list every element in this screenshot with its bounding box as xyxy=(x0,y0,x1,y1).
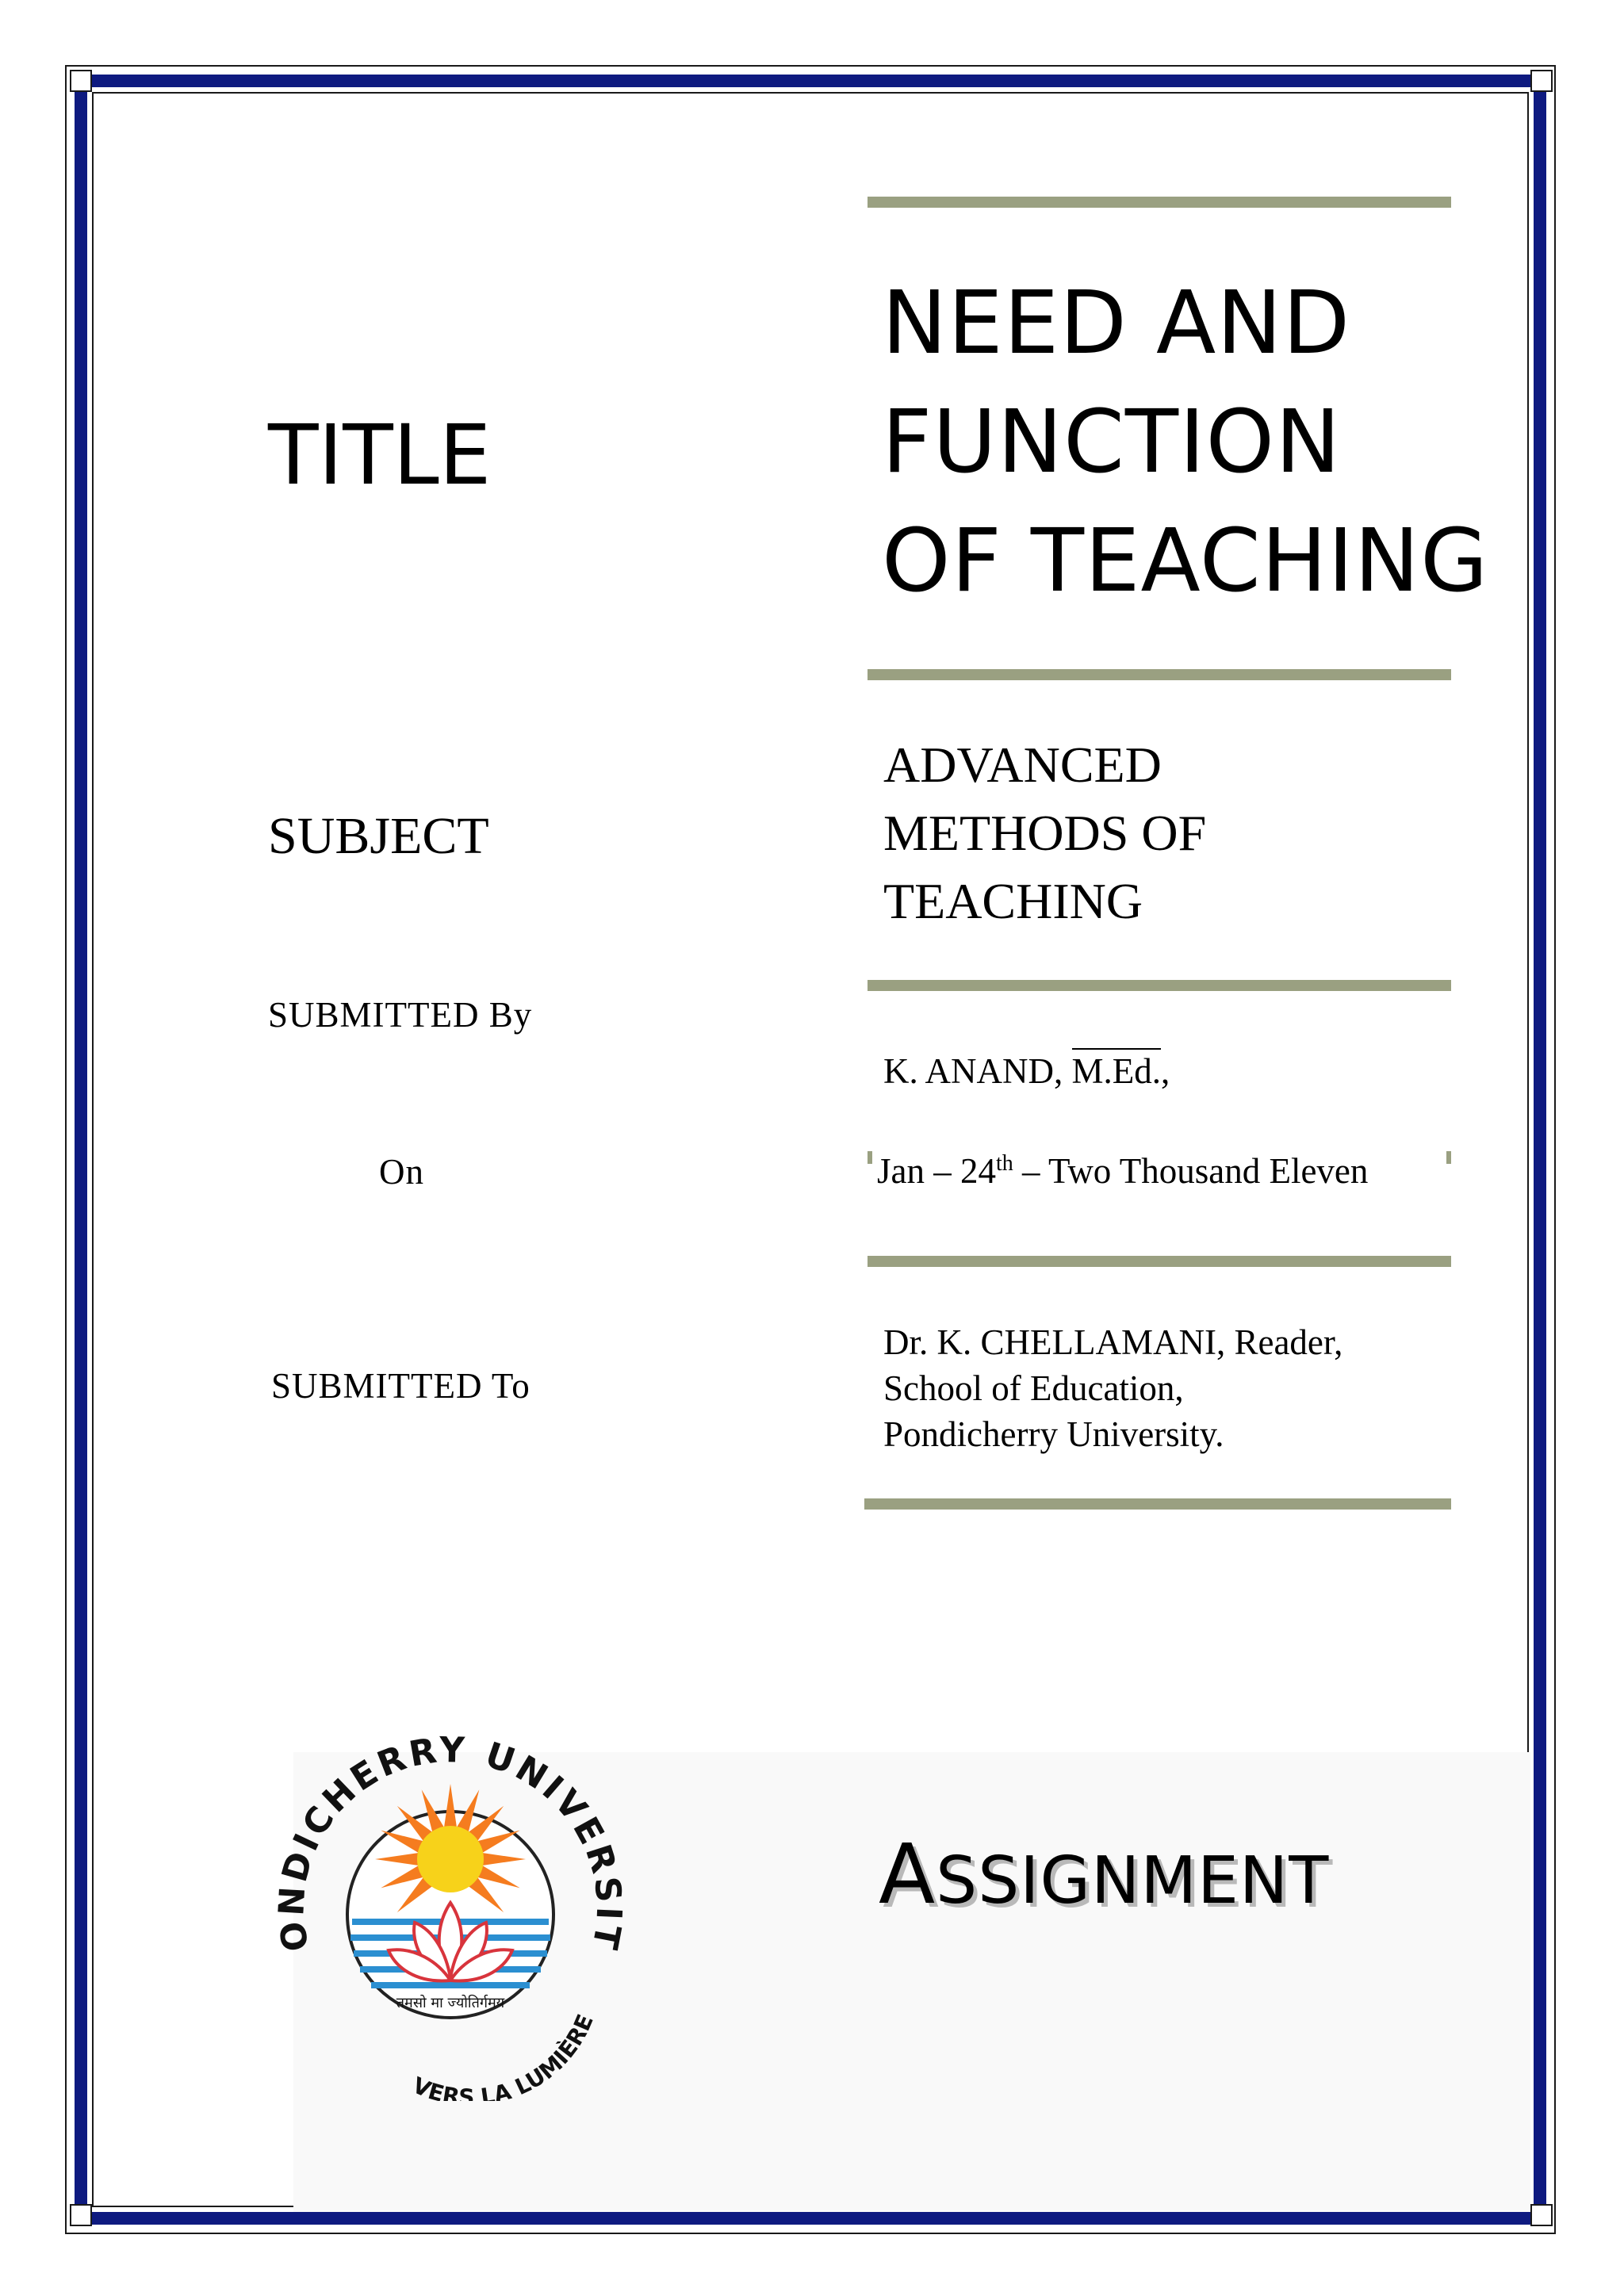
rule-after-date xyxy=(868,1256,1451,1267)
author-name: K. ANAND, xyxy=(883,1051,1072,1091)
date-superscript: th xyxy=(996,1151,1013,1176)
date-value xyxy=(877,1148,1368,1194)
corner-ornament-top-right xyxy=(1530,70,1553,92)
university-logo xyxy=(252,1705,649,2101)
rule-after-title xyxy=(868,669,1451,680)
submitted-by-label: SUBMITTED By xyxy=(268,995,533,1035)
subject-line: TEACHING xyxy=(883,873,1143,929)
document-type-rest: SSIGNMENT xyxy=(936,1843,1330,1919)
date-left-tick xyxy=(868,1151,872,1164)
corner-ornament-bottom-left xyxy=(70,2204,92,2226)
subject-line: ADVANCED xyxy=(883,737,1162,793)
date-prefix: Jan – 24 xyxy=(877,1151,996,1191)
title-line: OF TEACHING xyxy=(882,510,1489,611)
on-label: On xyxy=(379,1152,424,1192)
document-type-heading xyxy=(879,1826,1330,1923)
subject-line: METHODS OF xyxy=(883,805,1207,861)
date-right-tick xyxy=(1446,1151,1451,1164)
logo-ring-text-top: ONDICHERRY UNIVERSIT xyxy=(271,1729,630,1956)
university-logo-emblem xyxy=(252,1705,649,2101)
author-suffix: , xyxy=(1161,1051,1170,1091)
corner-ornament-bottom-right xyxy=(1530,2204,1553,2226)
submitted-to-line: Dr. K. CHELLAMANI, Reader, xyxy=(883,1322,1343,1362)
submitted-to-line: Pondicherry University. xyxy=(883,1414,1224,1454)
svg-text:VERS LA LUMIÈRE xyxy=(408,2011,598,2101)
submitted-to-line: School of Education, xyxy=(883,1368,1184,1408)
submitted-to-value xyxy=(883,1319,1342,1457)
logo-ring-text-bottom: VERS LA LUMIÈRE xyxy=(408,2010,599,2101)
submitted-by-value xyxy=(883,1048,1170,1094)
subject-label: SUBJECT xyxy=(268,807,489,865)
title-line: NEED AND xyxy=(882,272,1351,373)
rule-after-submitted-to xyxy=(864,1498,1451,1510)
document-type-first-letter: A xyxy=(879,1826,936,1923)
subject-value xyxy=(883,731,1206,936)
author-degree: M.Ed. xyxy=(1072,1048,1162,1091)
submitted-to-label: SUBMITTED To xyxy=(271,1366,530,1406)
rule-after-subject xyxy=(868,980,1451,991)
date-suffix: – Two Thousand Eleven xyxy=(1013,1151,1369,1191)
title-label: TITLE xyxy=(268,407,492,503)
rule-top xyxy=(868,197,1451,208)
logo-motto: तमसो मा ज्योतिर्गमय xyxy=(396,1995,505,2011)
corner-ornament-top-left xyxy=(70,70,92,92)
title-value xyxy=(882,263,1488,620)
title-line: FUNCTION xyxy=(882,391,1342,492)
